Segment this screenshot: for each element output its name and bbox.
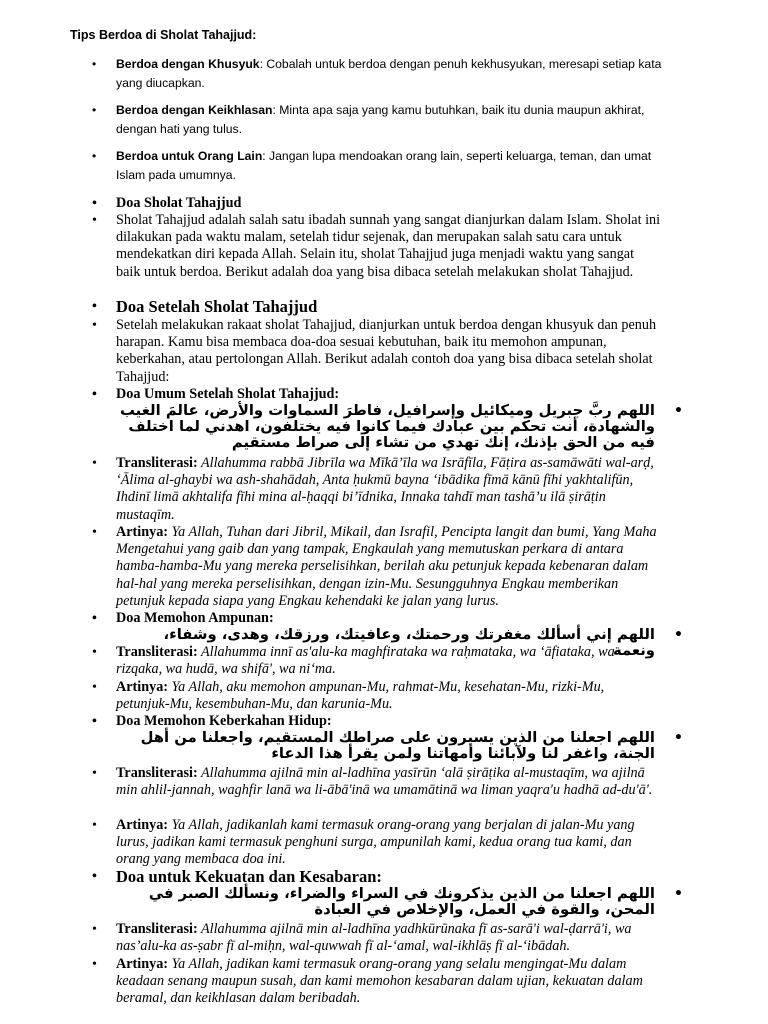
meaning: • Artinya: Ya Allah, jadikanlah kami termasuk orang-orang yang berjalan di jalan-Mu yang lurus, jadikan kami termasuk penghuni surga, ampunilah kami, kedua orang tua kami, dan orang yang membaca doa ini. xyxy=(92,817,635,868)
meaning: • Artinya: Ya Allah, aku memohon ampunan-Mu, rahmat-Mu, kesehatan-Mu, rizki-Mu, petunjuk-Mu, kesembuhan-Mu, dan karunia-Mu. xyxy=(92,679,605,713)
section-heading: • Doa Memohon Ampunan: xyxy=(92,610,274,626)
bullet-icon: • xyxy=(92,611,97,626)
bullet-icon: • xyxy=(92,957,97,972)
bullet-icon: • xyxy=(674,403,683,419)
bullet-icon: • xyxy=(92,766,97,781)
bullet-icon: • xyxy=(92,103,97,117)
bullet-icon: • xyxy=(92,922,97,937)
tip-label: Berdoa untuk Orang Lain xyxy=(116,149,263,163)
arabic-prayer: • اللهم اجعلنا من الذين يسيرون على صراطك المستقيم، واجعلنا من أهل الجنة، واغفر لنا ولآبائنا وأمهاتنا ولمن يقرأ هذا الدعاء xyxy=(140,729,683,763)
bullet-icon: • xyxy=(92,818,97,833)
bullet-icon: • xyxy=(92,299,97,314)
bullet-icon: • xyxy=(92,869,97,884)
bullet-icon: • xyxy=(674,627,683,643)
section-paragraph: • Setelah melakukan rakaat sholat Tahajjud, dianjurkan untuk berdoa dengan khusyuk dan penuh harapan. Kamu bisa membaca doa-doa sesuai kebutuhan, baik itu memohon ampunan, keberkahan, atau pertolongan Allah. Berikut adalah contoh doa yang bisa dibaca setelah sholat Tahajjud: xyxy=(92,317,657,385)
tip-text: : Minta apa saja yang kamu butuhkan, baik itu dunia maupun akhirat, dengan hati yang tulus. xyxy=(116,103,645,136)
tips-title: Tips Berdoa di Sholat Tahajjud: xyxy=(70,28,257,42)
bullet-icon: • xyxy=(674,886,683,902)
bullet-icon: • xyxy=(92,149,97,163)
bullet-icon: • xyxy=(92,645,97,660)
tip-item xyxy=(92,55,676,93)
meaning: • Artinya: Ya Allah, jadikan kami termasuk orang-orang yang selalu mengingat-Mu dalam keadaan senang maupun susah, dan kami memohon kesabaran dalam ujian, kekuatan dalam beramal, dan keikhlasan dalam beribadah. xyxy=(92,956,643,1007)
tip-text: : Jangan lupa mendoakan orang lain, seperti keluarga, teman, dan umat Islam pada umumnya. xyxy=(116,149,652,182)
tip-label: Berdoa dengan Keikhlasan xyxy=(116,103,273,117)
transliteration: • Transliterasi: Allahumma rabbā Jibrīla wa Mīkā’īla wa Isrāfīla, Fāṭira as-samāwāti wal-arḍ, ‘Ālima al-ghaybi wa ash-shahādah, Anta ḥukmū bayna ‘ibādika fīmā kānū fīhi yakhtalifūn, Ihdinī limā akhtalifa fīhi mina al-ḥaqqi bi’īdnika, Innaka tahdī man tashā’u ilā ṣirāṭin mustaqīm. xyxy=(92,455,654,523)
bullet-icon: • xyxy=(674,730,683,746)
transliteration: • Transliterasi: Allahumma ajilnā min al-ladhīna yadhkūrūnaka fī as-sarā'i wal-ḍarrā'i, wa nas’alu-ka as-ṣabr fī al-miḥn, wal-quwwah fī al-‘amal, wal-ikhlāṣ fī al-‘ibādah. xyxy=(92,921,632,955)
bullet-icon: • xyxy=(92,196,97,211)
meaning: • Artinya: Ya Allah, Tuhan dari Jibril, Mikail, dan Israfil, Pencipta langit dan bumi, Yang Maha Mengetahui yang gaib dan yang tampak, Engkaulah yang memutuskan perkara di antara hamba-hamba-Mu yang mereka perselisihkan, berilah aku petunjuk kepada kebenaran dalam hal-hal yang mereka perselisihkan, dengan izin-Mu. Sesungguhnya Engkau memberikan petunjuk kepada siapa yang Engkau kehendaki ke jalan yang lurus. xyxy=(92,524,657,609)
section-heading: • Doa Umum Setelah Sholat Tahajjud: xyxy=(92,386,340,402)
tip-text: : Cobalah untuk berdoa dengan penuh kekhusyukan, meresapi setiap kata yang diucapkan. xyxy=(116,57,662,90)
bullet-icon: • xyxy=(92,456,97,471)
bullet-icon: • xyxy=(92,680,97,695)
arabic-prayer: • اللهم اجعلنا من الذين يذكرونك في السراء والضراء، ونسألك الصبر في المحن، والقوة في العمل، والإخلاص في العبادة xyxy=(148,885,683,919)
bullet-icon: • xyxy=(92,525,97,540)
arabic-prayer: • اللهم إني أسألك مغفرتك ورحمتك، وعافيتك، ورزقك، وهدى، وشفاء، ونعمة xyxy=(163,626,683,660)
tip-item xyxy=(92,101,676,139)
bullet-icon: • xyxy=(92,714,97,729)
transliteration: • Transliterasi: Allahumma innī as'alu-ka maghfirataka wa raḥmataka, wa ‘āfiataka, wa rizqaka, wa hudā, wa shifā', wa ni‘ma. xyxy=(92,644,615,678)
bullet-icon: • xyxy=(92,57,97,71)
tip-item xyxy=(92,147,676,185)
bullet-icon: • xyxy=(92,387,97,402)
transliteration: • Transliterasi: Allahumma ajilnā min al-ladhīna yasīrūn ‘alā ṣirāṭika al-mustaqīm, wa ajilnā min ahlil-jannah, waghfir lanā wa li-ābā'inā wa umamātinā wa liman yaqra'u hadhā ad-du'ā'. xyxy=(92,765,653,799)
section-heading: • Doa Sholat Tahajjud xyxy=(92,195,242,211)
section-heading: • Doa Memohon Keberkahan Hidup: xyxy=(92,713,332,729)
section-paragraph: • Sholat Tahajjud adalah salah satu ibadah sunnah yang sangat dianjurkan dalam Islam. Sholat ini dilakukan pada waktu malam, setelah tidur sejenak, dan merupakan salah satu cara untuk mendekatkan diri kepada Allah. Selain itu, sholat Tahajjud juga menjadi waktu yang sangat baik untuk berdoa. Berikut adalah doa yang bisa dibaca setelah melakukan sholat Tahajjud. xyxy=(92,212,661,280)
bullet-icon: • xyxy=(92,318,97,333)
section-heading: • Doa untuk Kekuatan dan Kesabaran: xyxy=(92,867,382,886)
section-heading: • Doa Setelah Sholat Tahajjud xyxy=(92,297,318,316)
bullet-icon: • xyxy=(92,213,97,228)
arabic-prayer: • اللهم ربَّ جبريل وميكائيل وإسرافيل، فاطرَ السماوات والأرض، عالمَ الغيب والشهادة، أنت تحكم بين عبادك فيما كانوا فيه يختلفون، اهدني لما اختلف فيه من الحق بإذنك، إنك تهدي من تشاء إلى صراط مستقيم xyxy=(119,402,683,452)
tip-label: Berdoa dengan Khusyuk xyxy=(116,57,260,71)
